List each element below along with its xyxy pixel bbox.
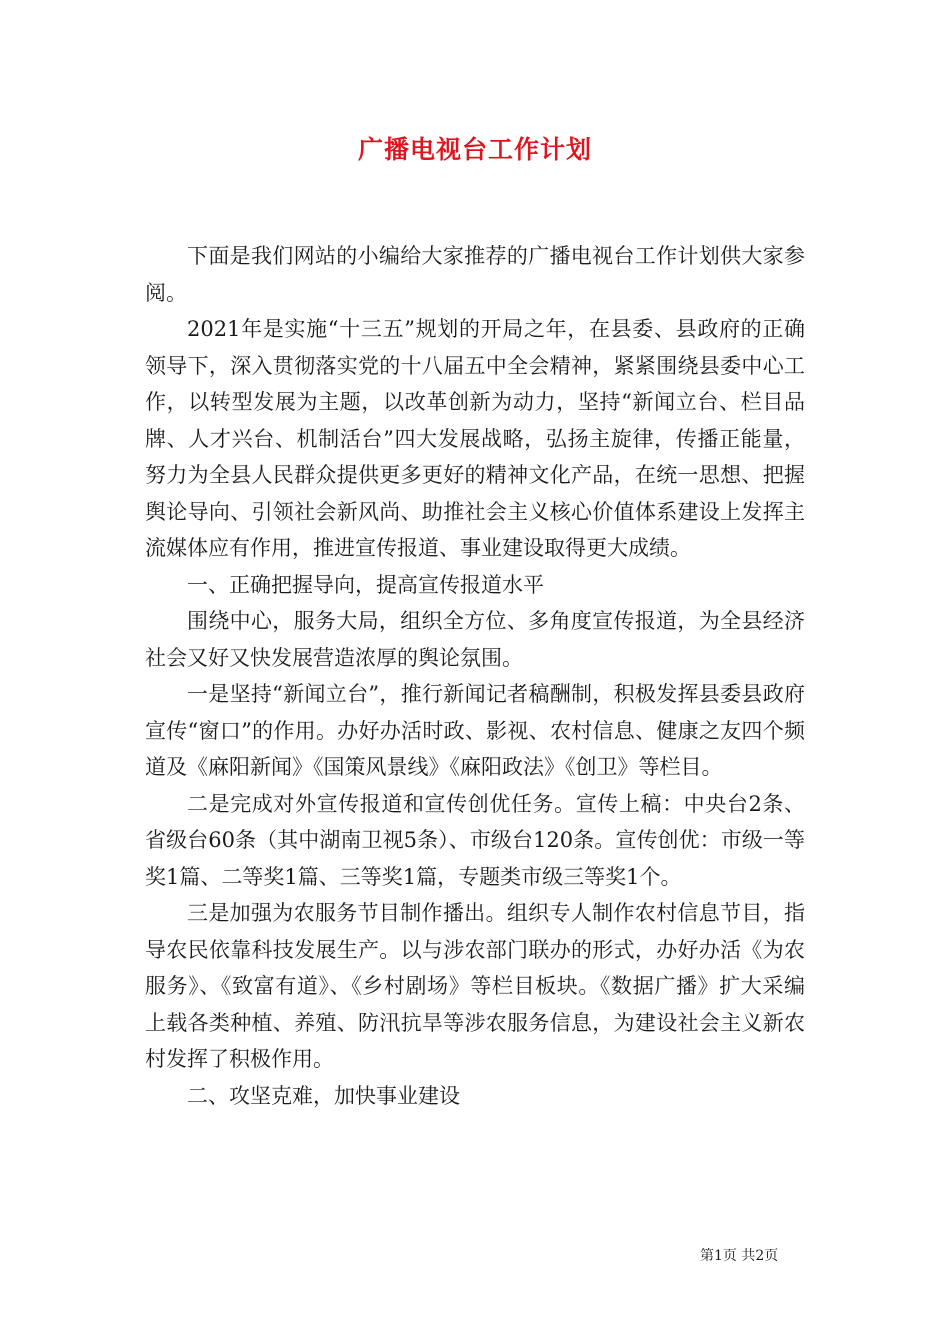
page-footer-middle: 页 共 bbox=[722, 1248, 756, 1264]
section-1-intro-paragraph: 围绕中心，服务大局，组织全方位、多角度宣传报道，为全县经济社会又好又快发展营造浓厚的舆论氛围。 bbox=[145, 609, 805, 670]
page-footer-suffix: 页 bbox=[764, 1248, 779, 1264]
page-number-footer bbox=[700, 1246, 820, 1266]
section-heading-2: 二、攻坚克难，加快事业建设 bbox=[187, 1083, 460, 1108]
page-footer-prefix: 第 bbox=[700, 1248, 714, 1264]
item-2-paragraph: 二是完成对外宣传报道和宣传创优任务。宣传上稿：中央台2条、省级台60条（其中湖南卫视5条）、市级台120条。宣传创优：市级一等奖1篇、二等奖1篇、三等奖1篇，专题类市级三等奖1个。 bbox=[145, 791, 805, 889]
document-body bbox=[145, 238, 805, 1114]
current-page-number: 1 bbox=[714, 1248, 723, 1264]
section-heading-1: 一、正确把握导向，提高宣传报道水平 bbox=[187, 572, 544, 597]
document-title: 广播电视台工作计划 bbox=[357, 135, 592, 164]
item-1-paragraph: 一是坚持“新闻立台”，推行新闻记者稿酬制，积极发挥县委县政府宣传“窗口”的作用。办好办活时政、影视、农村信息、健康之友四个频道及《麻阳新闻》《国策风景线》《麻阳政法》《创卫》等栏目。 bbox=[145, 682, 805, 779]
item-3-paragraph: 三是加强为农服务节目制作播出。组织专人制作农村信息节目，指导农民依靠科技发展生产。以与涉农部门联办的形式，办好办活《为农服务》、《致富有道》、《乡村剧场》等栏目板块。《数据广播》扩大采编上载各类种植、养殖、防汛抗旱等涉农服务信息，为建设社会主义新农村发挥了积极作用。 bbox=[145, 901, 805, 1071]
intro-paragraph: 下面是我们网站的小编给大家推荐的广播电视台工作计划供大家参阅。 bbox=[145, 244, 805, 305]
total-page-count: 2 bbox=[755, 1248, 765, 1264]
overview-paragraph: 2021年是实施“十三五”规划的开局之年，在县委、县政府的正确领导下，深入贯彻落实党的十八届五中全会精神，紧紧围绕县委中心工作，以转型发展为主题，以改革创新为动力，坚持“新闻立台、栏目品牌、人才兴台、机制活台”四大发展战略，弘扬主旋律，传播正能量，努力为全县人民群众提供更多更好的精神文化产品，在统一思想、把握舆论导向、引领社会新风尚、助推社会主义核心价值体系建设上发挥主流媒体应有作用，推进宣传报道、事业建设取得更大成绩。 bbox=[145, 317, 805, 560]
